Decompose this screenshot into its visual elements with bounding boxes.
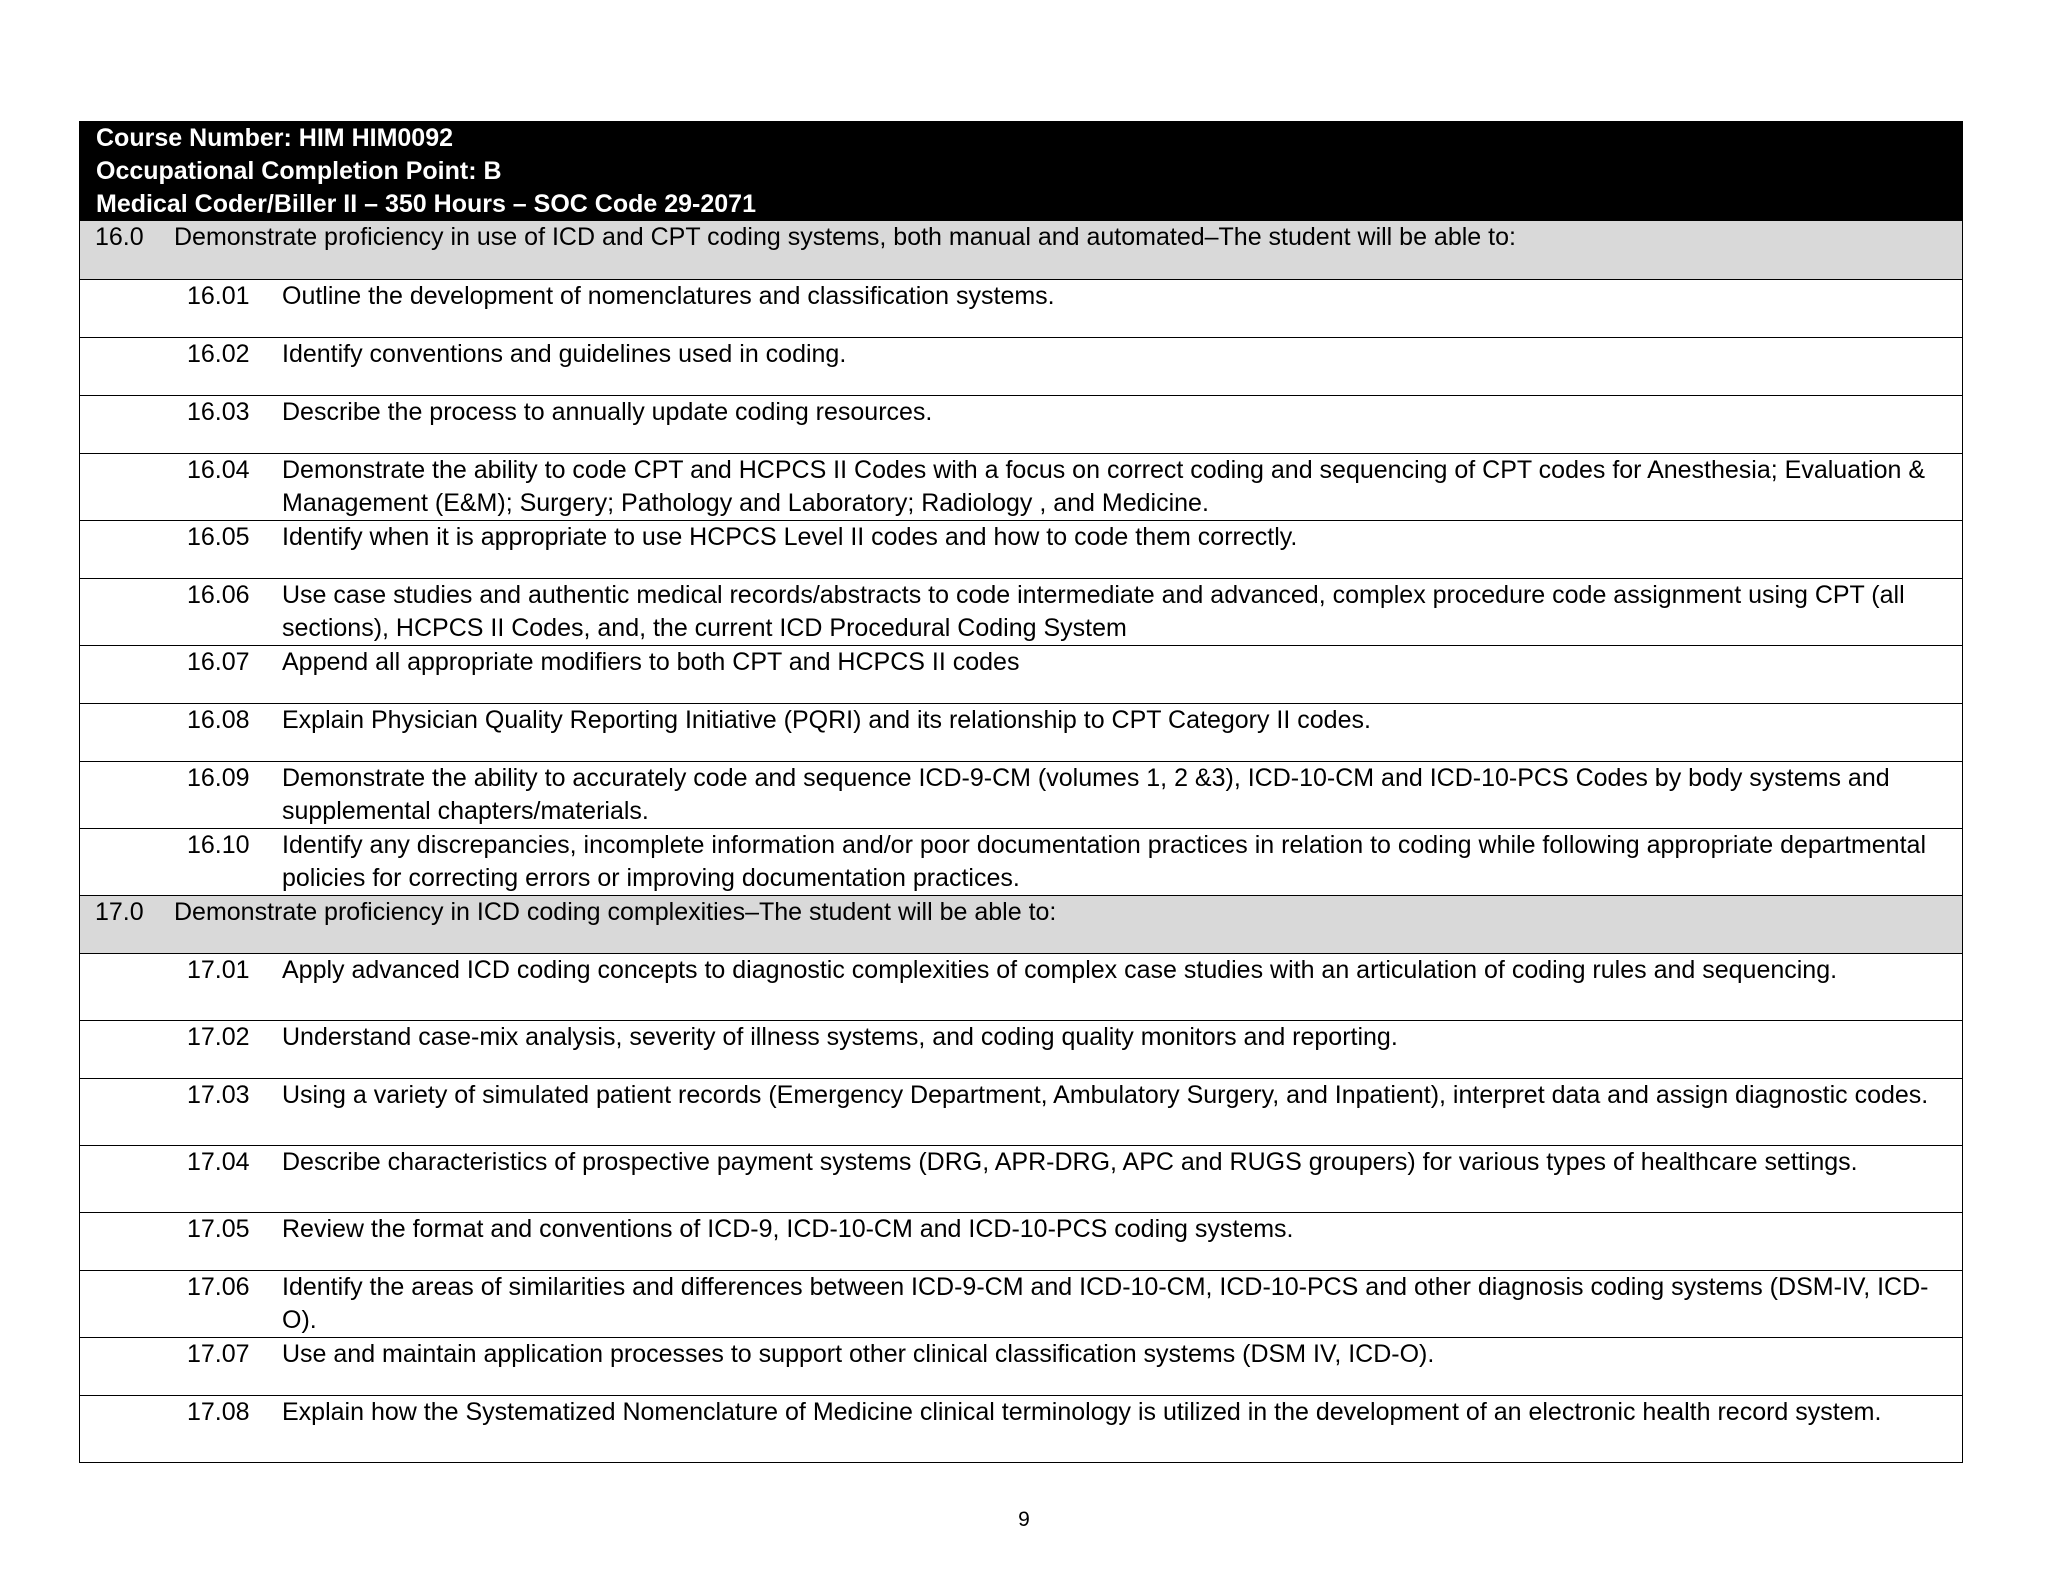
benchmark-number: 17.04 [187, 1148, 250, 1176]
benchmark-text: Identify conventions and guidelines used in coding. [282, 340, 847, 368]
table-header [80, 122, 1962, 221]
benchmark-number: 17.06 [187, 1273, 250, 1301]
benchmark-row [80, 953, 1962, 1020]
benchmark-number: 16.03 [187, 398, 250, 426]
benchmark-row [80, 1270, 1962, 1337]
benchmark-number: 17.01 [187, 956, 250, 984]
benchmark-row [80, 520, 1962, 578]
benchmark-number: 17.03 [187, 1081, 250, 1109]
benchmark-row [80, 761, 1962, 828]
course-number: Course Number: HIM HIM0092 [96, 124, 454, 152]
benchmark-text: Explain Physician Quality Reporting Initiative (PQRI) and its relationship to CPT Category II codes. [282, 706, 1371, 734]
benchmark-number: 16.10 [187, 831, 250, 859]
benchmark-number: 17.02 [187, 1023, 250, 1051]
standard-row [80, 895, 1962, 953]
benchmark-text: Demonstrate the ability to accurately code and sequence ICD-9-CM (volumes 1, 2 &3), ICD-10-CM and ICD-10-PCS Codes by body systems and supplemental chapters/materials. [282, 764, 1890, 825]
benchmark-row [80, 645, 1962, 703]
standard-text: Demonstrate proficiency in ICD coding complexities–The student will be able to: [174, 898, 1057, 926]
benchmark-number: 16.09 [187, 764, 250, 792]
benchmark-row [80, 1078, 1962, 1145]
benchmark-row [80, 1020, 1962, 1078]
benchmark-text: Understand case-mix analysis, severity of illness systems, and coding quality monitors and reporting. [282, 1023, 1398, 1051]
benchmark-text: Outline the development of nomenclatures and classification systems. [282, 282, 1055, 310]
benchmark-number: 16.05 [187, 523, 250, 551]
completion-point: Occupational Completion Point: B [96, 157, 502, 185]
benchmark-number: 16.02 [187, 340, 250, 368]
benchmark-number: 17.07 [187, 1340, 250, 1368]
standard-number: 17.0 [95, 898, 144, 926]
benchmark-row [80, 1395, 1962, 1462]
benchmark-text: Explain how the Systematized Nomenclature of Medicine clinical terminology is utilized in the development of an electronic health record system. [282, 1398, 1882, 1426]
page-number: 9 [1018, 1508, 1030, 1531]
benchmark-number: 16.08 [187, 706, 250, 734]
benchmark-row [80, 337, 1962, 395]
benchmark-row [80, 453, 1962, 520]
benchmark-row [80, 703, 1962, 761]
benchmark-row [80, 828, 1962, 895]
benchmark-text: Describe the process to annually update coding resources. [282, 398, 933, 426]
benchmark-number: 16.06 [187, 581, 250, 609]
benchmark-text: Demonstrate the ability to code CPT and HCPCS II Codes with a focus on correct coding and sequencing of CPT codes for Anesthesia; Evaluation & Management (E&M); Surgery; Pathology and Laboratory; Radiology , and Medicine. [282, 456, 1926, 517]
benchmark-row [80, 1212, 1962, 1270]
benchmark-text: Use case studies and authentic medical records/abstracts to code intermediate and advanced, complex procedure code assignment using CPT (all sections), HCPCS II Codes, and, the current ICD Procedural Coding System [282, 581, 1905, 642]
benchmark-text: Apply advanced ICD coding concepts to diagnostic complexities of complex case studies with an articulation of coding rules and sequencing. [282, 956, 1838, 984]
benchmark-text: Identify any discrepancies, incomplete information and/or poor documentation practices in relation to coding while following appropriate departmental policies for correcting errors or improving documentation practices. [282, 831, 1926, 892]
benchmark-row [80, 1337, 1962, 1395]
benchmark-text: Using a variety of simulated patient records (Emergency Department, Ambulatory Surgery, and Inpatient), interpret data and assign diagnostic codes. [282, 1081, 1929, 1109]
benchmark-number: 17.05 [187, 1215, 250, 1243]
benchmark-number: 16.07 [187, 648, 250, 676]
benchmark-number: 16.01 [187, 282, 250, 310]
benchmark-text: Use and maintain application processes to support other clinical classification systems (DSM IV, ICD-O). [282, 1340, 1435, 1368]
benchmark-number: 16.04 [187, 456, 250, 484]
benchmark-row [80, 395, 1962, 453]
program-title: Medical Coder/Biller II – 350 Hours – SOC Code 29-2071 [96, 190, 756, 218]
benchmark-row [80, 279, 1962, 337]
benchmark-text: Identify the areas of similarities and differences between ICD-9-CM and ICD-10-CM, ICD-10-PCS and other diagnosis coding systems (DSM-IV, ICD-O). [282, 1273, 1929, 1334]
benchmark-text: Review the format and conventions of ICD-9, ICD-10-CM and ICD-10-PCS coding systems. [282, 1215, 1294, 1243]
standard-row [80, 221, 1962, 279]
standard-number: 16.0 [95, 223, 144, 251]
benchmark-text: Append all appropriate modifiers to both CPT and HCPCS II codes [282, 648, 1020, 676]
curriculum-table [79, 121, 1963, 1463]
benchmark-row [80, 1145, 1962, 1212]
standard-text: Demonstrate proficiency in use of ICD and CPT coding systems, both manual and automated–The student will be able to: [174, 223, 1516, 251]
benchmark-row [80, 578, 1962, 645]
benchmark-text: Identify when it is appropriate to use HCPCS Level II codes and how to code them correctly. [282, 523, 1298, 551]
benchmark-number: 17.08 [187, 1398, 250, 1426]
benchmark-text: Describe characteristics of prospective payment systems (DRG, APR-DRG, APC and RUGS groupers) for various types of healthcare settings. [282, 1148, 1858, 1176]
